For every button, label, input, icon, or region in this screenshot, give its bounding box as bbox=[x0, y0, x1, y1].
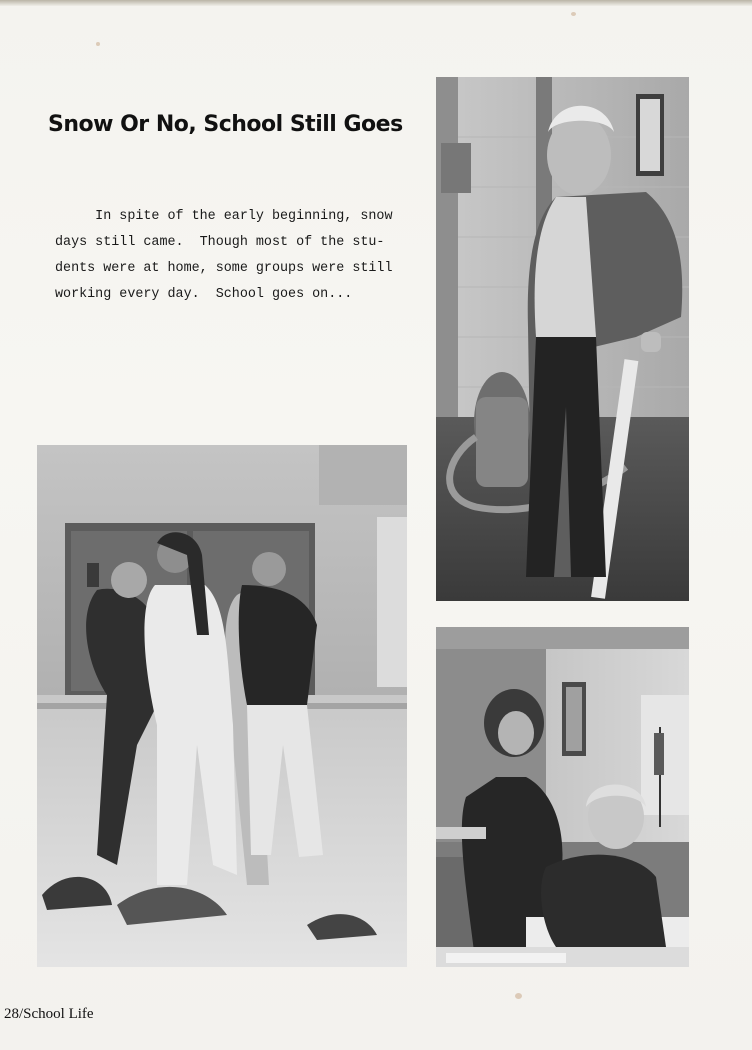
custodian-vacuuming-photo bbox=[436, 77, 689, 601]
body-line: days still came. Though most of the stu- bbox=[55, 235, 385, 250]
body-line: dents were at home, some groups were still bbox=[55, 261, 393, 276]
page-folio: 28/School Life bbox=[4, 1006, 94, 1022]
paper-speck bbox=[96, 42, 100, 46]
paper-speck bbox=[515, 993, 522, 999]
page-headline: Snow Or No, School Still Goes bbox=[48, 112, 403, 137]
page-top-edge bbox=[0, 0, 752, 6]
body-line: In spite of the early beginning, snow bbox=[55, 209, 393, 224]
body-line: working every day. School goes on... bbox=[55, 287, 353, 302]
office-staff-photo bbox=[436, 627, 689, 967]
paper-speck bbox=[571, 12, 576, 16]
students-in-gym-photo bbox=[37, 445, 407, 967]
body-copy bbox=[55, 204, 415, 308]
